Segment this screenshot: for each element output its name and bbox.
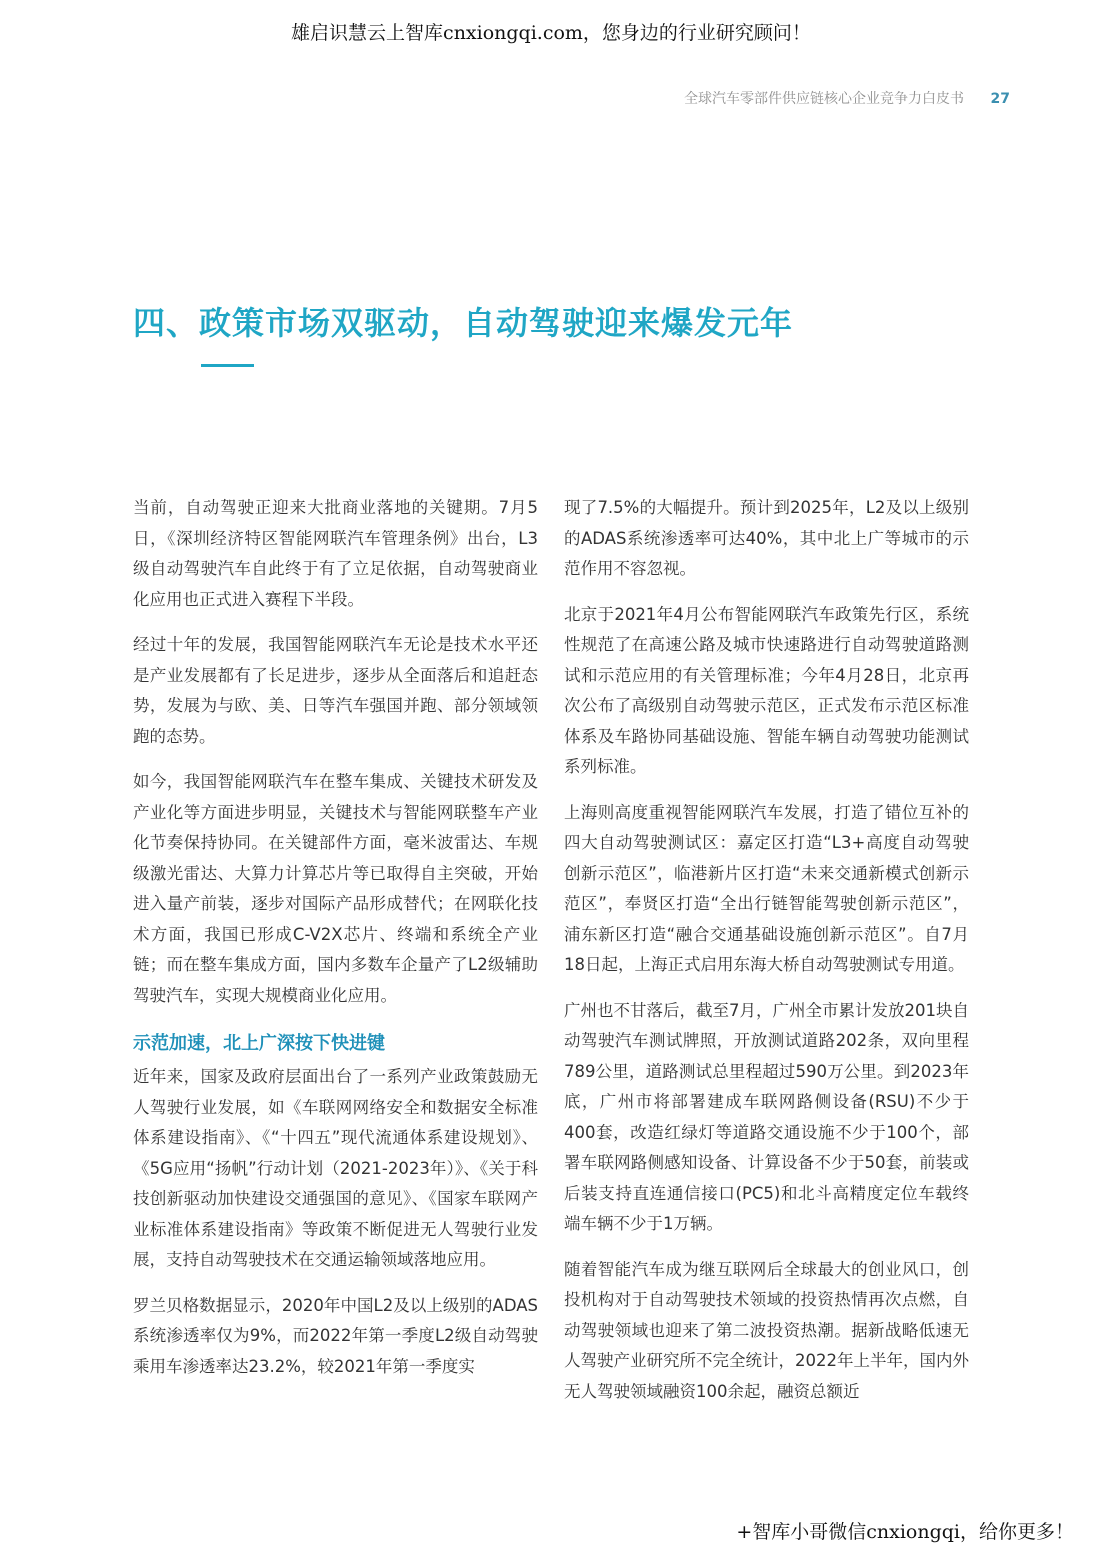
- chapter-title: 四、政策市场双驱动，自动驾驶迎来爆发元年: [133, 304, 794, 342]
- paragraph: 如今，我国智能网联汽车在整车集成、关键技术研发及产业化等方面进步明显，关键技术与智能网联整车产业化节奏保持协同。在关键部件方面，毫米波雷达、车规级激光雷达、大算力计算芯片等已取得自主突破，开始进入量产前装，逐步对国际产品形成替代；在网联化技术方面，我国已形成C-V2X芯片、终端和系统全产业链；而在整车集成方面，国内多数车企量产了L2级辅助驾驶汽车，实现大规模商业化应用。: [133, 772, 538, 1005]
- paragraph: 上海则高度重视智能网联汽车发展，打造了错位互补的四大自动驾驶测试区：嘉定区打造“L3+高度自动驾驶创新示范区”，临港新片区打造“未来交通新模式创新示范区”，奉贤区打造“全出行链智能驾驶创新示范区”，浦东新区打造“融合交通基础设施创新示范区”。自7月18日起，上海正式启用东海大桥自动驾驶测试专用道。: [564, 802, 969, 974]
- document-title: 全球汽车零部件供应链核心企业竞争力白皮书: [684, 91, 965, 107]
- paragraph: 当前，自动驾驶正迎来大批商业落地的关键期。7月5日，《深圳经济特区智能网联汽车管理条例》出台，L3级自动驾驶汽车自此终于有了立足依据，自动驾驶商业化应用也正式进入赛程下半段。: [133, 498, 538, 609]
- page-number: 27: [990, 91, 1010, 107]
- bottom-watermark: +智库小哥微信cnxiongqi，给你更多！: [736, 1521, 1074, 1543]
- paragraph: 经过十年的发展，我国智能网联汽车无论是技术水平还是产业发展都有了长足进步，逐步从全面落后和追赶态势，发展为与欧、美、日等汽车强国并跑、部分领域领跑的态势。: [133, 635, 538, 746]
- paragraph: 北京于2021年4月公布智能网联汽车政策先行区，系统性规范了在高速公路及城市快速路进行自动驾驶道路测试和示范应用的有关管理标准；今年4月28日，北京再次公布了高级别自动驾驶示范区，正式发布示范区标准体系及车路协同基础设施、智能车辆自动驾驶功能测试系列标准。: [564, 604, 969, 776]
- paragraph: 随着智能汽车成为继互联网后全球最大的创业风口，创投机构对于自动驾驶技术领域的投资热情再次点燃，自动驾驶领域也迎来了第二波投资热潮。据新战略低速无人驾驶产业研究所不完全统计，2022年上半年，国内外无人驾驶领域融资100余起，融资总额近: [564, 1259, 969, 1401]
- paragraph: 广州也不甘落后，截至7月，广州全市累计发放201块自动驾驶汽车测试牌照，开放测试道路202条，双向里程789公里，道路测试总里程超过590万公里。到2023年底，广州市将部署建成车联网路侧设备(RSU)不少于400套，改造红绿灯等道路交通设施不少于100个，部署车联网路侧感知设备、计算设备不少于50套，前装或后装支持直连通信接口(PC5)和北斗高精度定位车载终端车辆不少于1万辆。: [564, 1000, 969, 1233]
- section-subheading: 示范加速，北上广深按下快进键: [133, 1033, 385, 1054]
- right-column: [564, 493, 969, 1422]
- title-underline: [201, 364, 254, 367]
- running-header: [684, 88, 1010, 108]
- paragraph: 现了7.5%的大幅提升。预计到2025年，L2及以上级别的ADAS系统渗透率可达40%，其中北上广等城市的示范作用不容忽视。: [564, 498, 969, 578]
- paragraph: 近年来，国家及政府层面出台了一系列产业政策鼓励无人驾驶行业发展，如《车联网网络安全和数据安全标准体系建设指南》、《“十四五”现代流通体系建设规划》、《5G应用“扬帆”行动计划（2021-2023年）》、《关于科技创新驱动加快建设交通强国的意见》、《国家车联网产业标准体系建设指南》等政策不断促进无人驾驶行业发展，支持自动驾驶技术在交通运输领域落地应用。: [133, 1067, 538, 1269]
- paragraph: 罗兰贝格数据显示，2020年中国L2及以上级别的ADAS系统渗透率仅为9%，而2022年第一季度L2级自动驾驶乘用车渗透率达23.2%，较2021年第一季度实: [133, 1295, 538, 1376]
- top-watermark: 雄启识慧云上智库cnxiongqi.com，您身边的行业研究顾问！: [291, 22, 811, 44]
- left-column: [133, 493, 538, 1397]
